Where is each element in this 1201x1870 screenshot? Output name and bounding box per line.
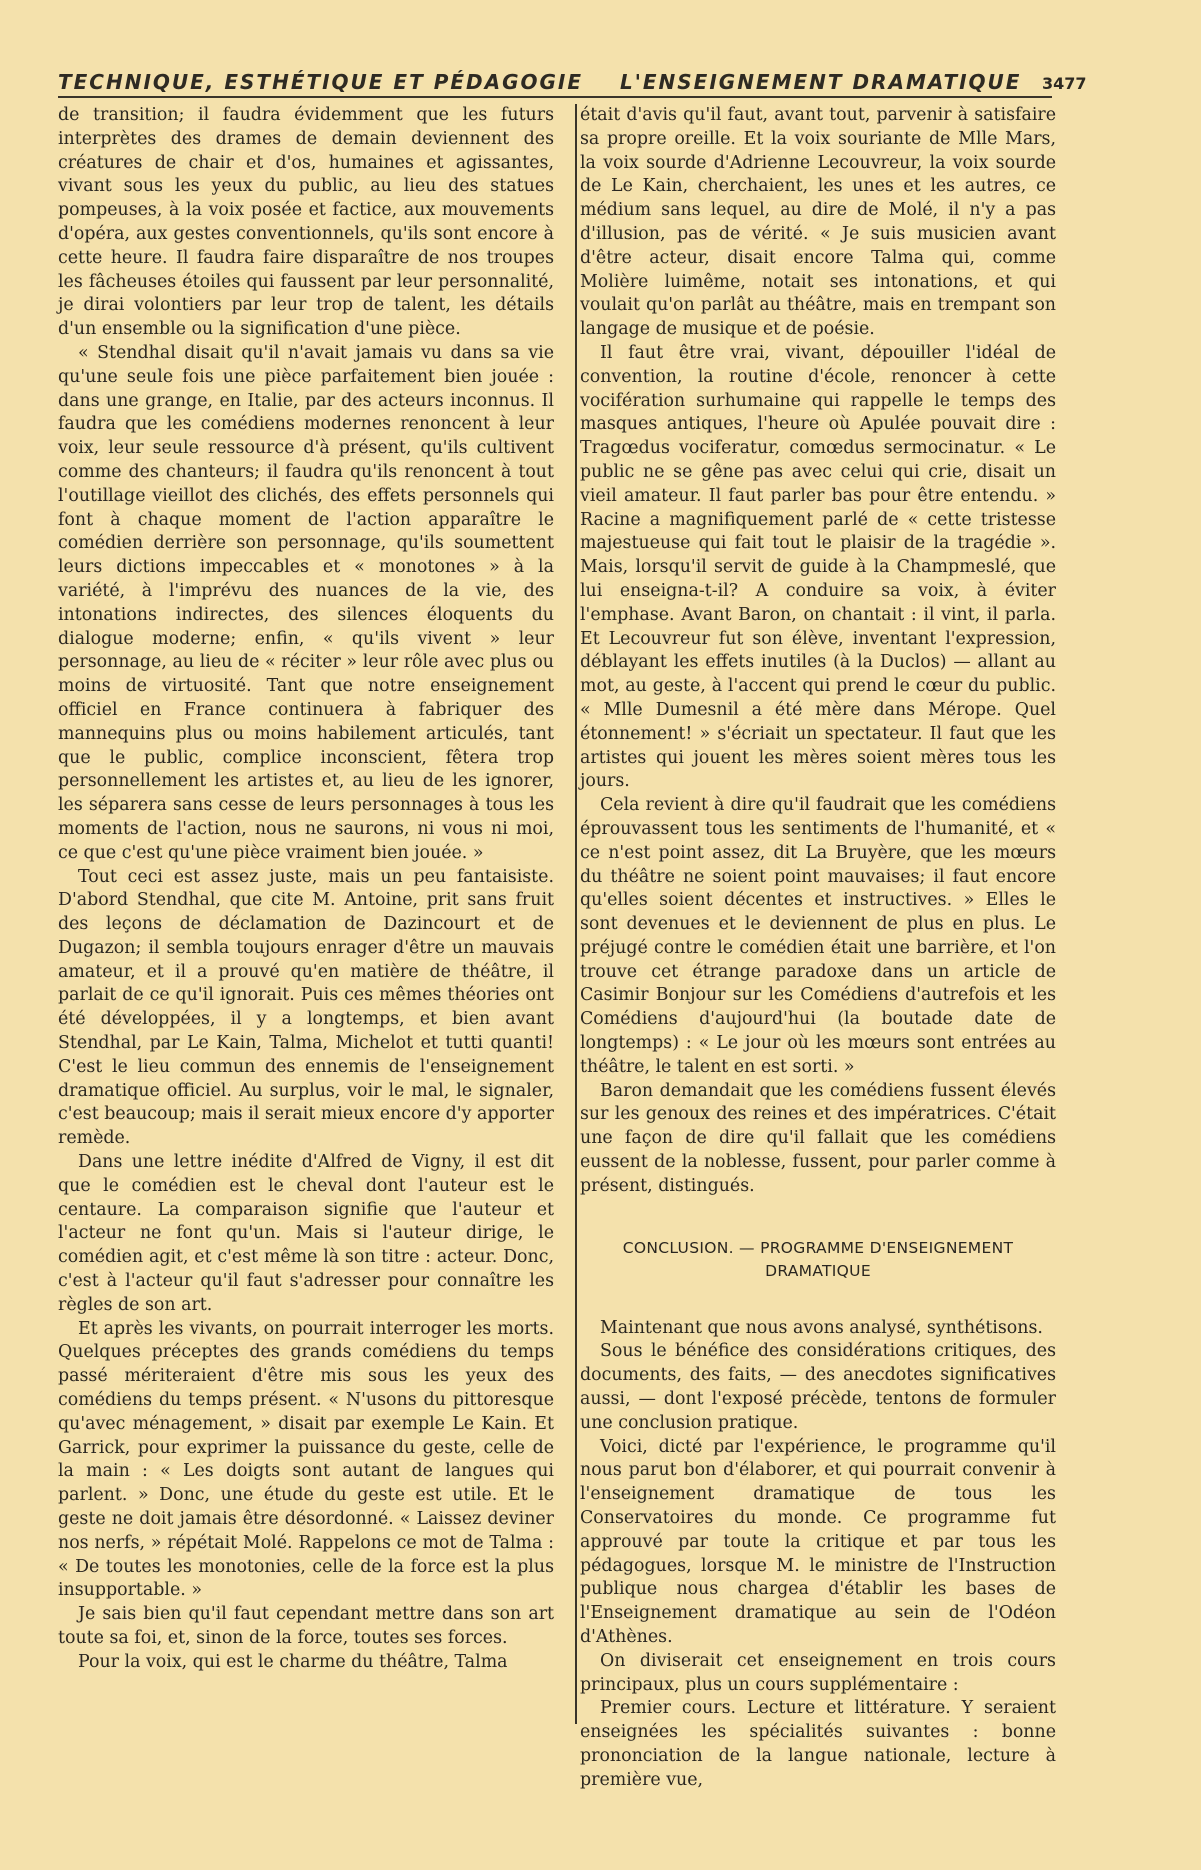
- paragraph: Maintenant que nous avons analysé, synthétisons.: [600, 1317, 1043, 1338]
- paragraph: Voici, dicté par l'expérience, le programme qu'il nous parut bon d'élaborer, et qui pourrait convenir à l'enseignement dramatique de tous les Conservatoires du monde. Ce programme fut approuvé par toute la critique et par tous les pédagogues, lorsque M. le ministre de l'Instruction publique nous chargea d'établir les bases de l'Enseignement dramatique au sein de l'Odéon d'Athènes.: [580, 1436, 1056, 1648]
- running-header-right: L'ENSEIGNEMENT DRAMATIQUE: [620, 70, 1022, 94]
- paragraph: était d'avis qu'il faut, avant tout, parvenir à satisfaire sa propre oreille. Et la voix souriante de Mlle Mars, la voix sourde d'Adrienne Lecouvreur, la voix sourde de Le Kain, cherchaient, les unes et les autres, ce médium sans lequel, au dire de Molé, il n'y a pas d'illusion, pas de vérité. « Je suis musicien avant d'être acteur, disait encore Talma qui, comme Molière luimême, notait ses intonations, et qui voulait qu'on parlât au théâtre, mais en trempant son langage de musique et de poésie.: [580, 105, 1056, 340]
- right-column: [580, 104, 1056, 1793]
- section-heading: [580, 1237, 1056, 1283]
- column-divider: [575, 104, 577, 1724]
- left-column: [58, 104, 554, 1675]
- paragraph: Et après les vivants, on pourrait interroger les morts. Quelques préceptes des grands comédiens du temps passé mériteraient d'être mis sous les yeux des comédiens du temps présent. « N'usons du pittoresque qu'avec ménagement, » disait par exemple Le Kain. Et Garrick, pour exprimer la puissance du geste, celle de la main : « Les doigts sont autant de langues qui parlent. » Donc, une étude du geste est utile. Et le geste ne doit jamais être désordonné. « Laissez deviner nos nerfs, » répétait Molé. Rappelons ce mot de Talma : « De toutes les monotonies, celle de la force est la plus insupportable. »: [58, 1318, 554, 1601]
- paragraph: Je sais bien qu'il faut cependant mettre dans son art toute sa foi, et, sinon de la force, toutes ses forces.: [58, 1604, 554, 1648]
- paragraph: Dans une lettre inédite d'Alfred de Vigny, il est dit que le comédien est le cheval dont l'auteur est le centaure. La comparaison signifie que l'auteur et l'acteur ne font qu'un. Mais si l'auteur dirige, le comédien agit, et c'est même là son titre : acteur. Donc, c'est à l'acteur qu'il faut s'adresser pour connaître les règles de son art.: [58, 1152, 554, 1315]
- paragraph: Pour la voix, qui est le charme du théâtre, Talma: [78, 1651, 508, 1672]
- page-number: 3477: [1042, 74, 1087, 93]
- header-rule: [58, 96, 1052, 98]
- paragraph: Cela revient à dire qu'il faudrait que les comédiens éprouvassent tous les sentiments de l'humanité, et « ce n'est point assez, dit La Bruyère, que les mœurs du théâtre ne soient point mauvaises; il faut encore qu'elles soient décentes et instructives. » Elles le sont devenues et le deviennent de plus en plus. Le préjugé contre le comédien était une barrière, et l'on trouve cet étrange paradoxe dans un article de Casimir Bonjour sur les Comédiens d'autrefois et les Comédiens d'aujourd'hui (la boutade date de longtemps) : « Le jour où les mœurs sont entrées au théâtre, le talent en est sorti. »: [580, 795, 1056, 1077]
- section-heading-line: CONCLUSION. — PROGRAMME D'ENSEIGNEMENT: [622, 1238, 1014, 1257]
- running-header-left: TECHNIQUE, ESTHÉTIQUE ET PÉDAGOGIE: [58, 70, 584, 94]
- paragraph: de transition; il faudra évidemment que les futurs interprètes des drames de demain deviennent des créatures de chair et d'os, humaines et agissantes, vivant sous les yeux du public, au lieu des statues pompeuses, à la voix posée et factice, aux mouvements d'opéra, aux gestes conventionnels, qu'ils sont encore à cette heure. Il faudra faire disparaître de nos troupes les fâcheuses étoiles qui faussent par leur personnalité, je dirai volontiers par leur trop de talent, les détails d'un ensemble ou la signification d'une pièce.: [58, 105, 554, 340]
- section-heading-line: DRAMATIQUE: [765, 1261, 871, 1280]
- paragraph: Il faut être vrai, vivant, dépouiller l'idéal de convention, la routine d'école, renoncer à cette vocifération surhumaine qui rappelle le temps des masques antiques, l'heure où Apulée pouvait dire : Tragœdus vociferatur, comœdus sermocinatur. « Le public ne se gêne pas avec celui qui crie, disait un vieil amateur. Il faut parler bas pour être entendu. » Racine a magnifiquement parlé de « cette tristesse majestueuse qui fait tout le plaisir de la tragédie ». Mais, lorsqu'il servit de guide à la Champmeslé, que lui enseigna-t-il? A conduire sa voix, à éviter l'emphase. Avant Baron, on chantait : il vint, il parla. Et Lecouvreur fut son élève, inventant l'expression, déblayant les effets inutiles (à la Duclos) — allant au mot, au geste, à l'accent qui prend le cœur du public. « Mlle Dumesnil a été mère dans Mérope. Quel étonnement! » s'écriait un spectateur. Il faut que les artistes qui jouent les mères soient mères tous les jours.: [580, 342, 1056, 792]
- paragraph: Tout ceci est assez juste, mais un peu fantaisiste. D'abord Stendhal, que cite M. Antoine, prit sans fruit des leçons de déclamation de Dazincourt et de Dugazon; il sembla toujours enrager d'être un mauvais amateur, et il a prouvé qu'en matière de théâtre, il parlait de ce qu'il ignorait. Puis ces mêmes théories ont été développées, il y a longtemps, et bien avant Stendhal, par Le Kain, Talma, Michelot et tutti quanti! C'est le lieu commun des ennemis de l'enseignement dramatique officiel. Au surplus, voir le mal, le signaler, c'est beaucoup; mais il serait mieux encore d'y apporter remède.: [58, 866, 554, 1149]
- paragraph: Premier cours. Lecture et littérature. Y seraient enseignées les spécialités suivantes : bonne prononciation de la langue nationale, lecture à première vue,: [580, 1698, 1056, 1790]
- paragraph: « Stendhal disait qu'il n'avait jamais vu dans sa vie qu'une seule fois une pièce parfaitement bien jouée : dans une grange, en Italie, par des acteurs inconnus. Il faudra que les comédiens modernes renoncent à leur voix, leur seule ressource d'à présent, qu'ils cultivent comme des chanteurs; il faudra qu'ils renoncent à tout l'outillage vieillot des clichés, des effets personnels qui font à chaque moment de l'action apparaître le comédien derrière son personnage, qu'ils soumettent leurs dictions impeccables et « monotones » à la variété, à l'imprévu des nuances de la vie, des intonations indirectes, des silences éloquents du dialogue moderne; enfin, « qu'ils vivent » leur personnage, au lieu de « réciter » leur rôle avec plus ou moins de virtuosité. Tant que notre enseignement officiel en France continuera à fabriquer des mannequins plus ou moins habilement articulés, tant que le public, complice inconscient, fêtera trop personnellement les artistes et, au lieu de les ignorer, les séparera sans cesse de leurs personnages à tous les moments de l'action, nous ne saurons, ni vous ni moi, ce que c'est qu'une pièce vraiment bien jouée. »: [58, 342, 554, 863]
- paragraph: Sous le bénéfice des considérations critiques, des documents, des faits, — des anecdotes significatives aussi, — dont l'exposé précède, tentons de formuler une conclusion pratique.: [580, 1341, 1056, 1433]
- paragraph: On diviserait cet enseignement en trois cours principaux, plus un cours supplémentaire :: [580, 1650, 1056, 1695]
- paragraph: Baron demandait que les comédiens fussent élevés sur les genoux des reines et des impératrices. C'était une façon de dire qu'il fallait que les comédiens eussent de la noblesse, fussent, pour parler comme à présent, distingués.: [580, 1080, 1056, 1196]
